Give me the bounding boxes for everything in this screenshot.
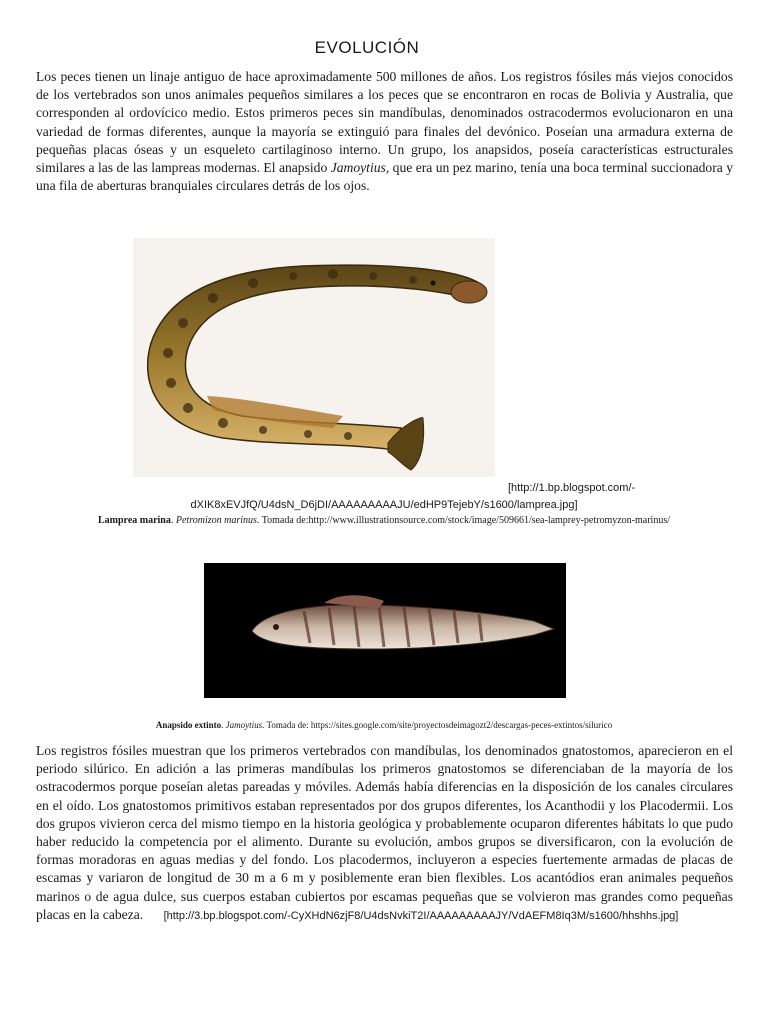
figure3-source: [http://3.bp.blogspot.com/-CyXHdN6zjF8/U4dsNvkiT2I/AAAAAAAAAJY/VdAEFM8Iq3M/s1600/hhshhs.jpg]	[163, 909, 679, 922]
page-title: EVOLUCIÓN	[314, 38, 420, 57]
figure1-source-line1: [http://1.bp.blogspot.com/-	[508, 482, 636, 494]
intro-paragraph	[36, 68, 733, 195]
caption-bold: Lamprea marina	[98, 515, 171, 526]
caption2-source: . Tomada de: https://sites.google.com/site/proyectosdeimagozt2/descargas-peces-extintos/silurico	[262, 720, 613, 730]
figure1-source-line2: dXIK8xEVJfQ/U4dsN_D6jDI/AAAAAAAAAJU/edHP9TejebY/s1600/lamprea.jpg]	[190, 499, 578, 511]
caption2-species: Jamoytius	[225, 720, 263, 730]
source-gap	[143, 907, 163, 922]
intro-text: Los peces tienen un linaje antiguo de hace aproximadamente 500 millones de años. Los registros fósiles más viejos conocidos de los vertebrados son unos animales pequeños similares a los peces que se encontraron en rocas de Bolivia y Australia, que corresponden al ordovícico medio. Estos primeros peces sin mandíbulas, denominados ostracodermos evolucionaron en una variedad de formas diferentes, aunque la mayoría se extinguió para finales del devónico. Poseían una armadura externa de pequeñas placas óseas y un esqueleto cartilaginoso interno. Un grupo, los anapsidos, poseía características estructurales similares a las de las lampreas modernas. El anapsido	[36, 69, 733, 176]
figure2-caption	[0, 720, 768, 730]
figure1-caption	[0, 515, 768, 526]
caption-species: Petromizon marinus	[175, 515, 257, 526]
jamoytius-image	[204, 563, 566, 698]
intro-text-end: , que era un pez marino, tenía una boca terminal succionadora y una fila de aberturas branquiales circulares detrás de los ojos.	[36, 160, 734, 194]
gnathostome-text: Los registros fósiles muestran que los primeros vertebrados con mandíbulas, los denominados gnatostomos, aparecieron en el periodo silúrico. En adición a las primeras mandíbulas los primeros gnatostomos se diferenciaban de la mayoría de los ostracodermos porque poseían aletas pareadas y móviles. Además había diferencias en la disposición de los canales circulares en el oído. Los gnatostomos primitivos estaban representados por dos grupos diferentes, los Acanthodii y los Placodermii. Los dos grupos vivieron cerca del mismo tiempo en la historia geológica y probablemente ocuparon diferentes hábitats lo que pudo haber reducido la competencia por el alimento. Durante su evolución, ambos grupos se diversificaron, con la evolución de formas moradoras en aguas medias y del fondo. Los placodermos, incluyeron a especies fuertemente armadas de placas de escamas y variaron de longitud de 30 m a 6 m y posiblemente eran bien flexibles. Los acantódios eran animales pequeños marinos o de agua dulce, sus cuerpos estaban cubiertos por escamas pequeñas que se volvieron mas grandes como pequeñas placas en la cabeza.	[36, 743, 733, 922]
caption2-separator: .	[221, 720, 226, 730]
caption-separator: .	[170, 515, 176, 526]
lamprey-image	[133, 238, 495, 477]
caption2-bold: Anapsido extinto	[155, 720, 222, 730]
species-name: Jamoytius	[330, 160, 386, 176]
gnathostome-paragraph	[36, 742, 733, 925]
caption-source: . Tomada de:http://www.illustrationsource.com/stock/image/509661/sea-lamprey-petromyzon-marinus/	[256, 515, 670, 526]
